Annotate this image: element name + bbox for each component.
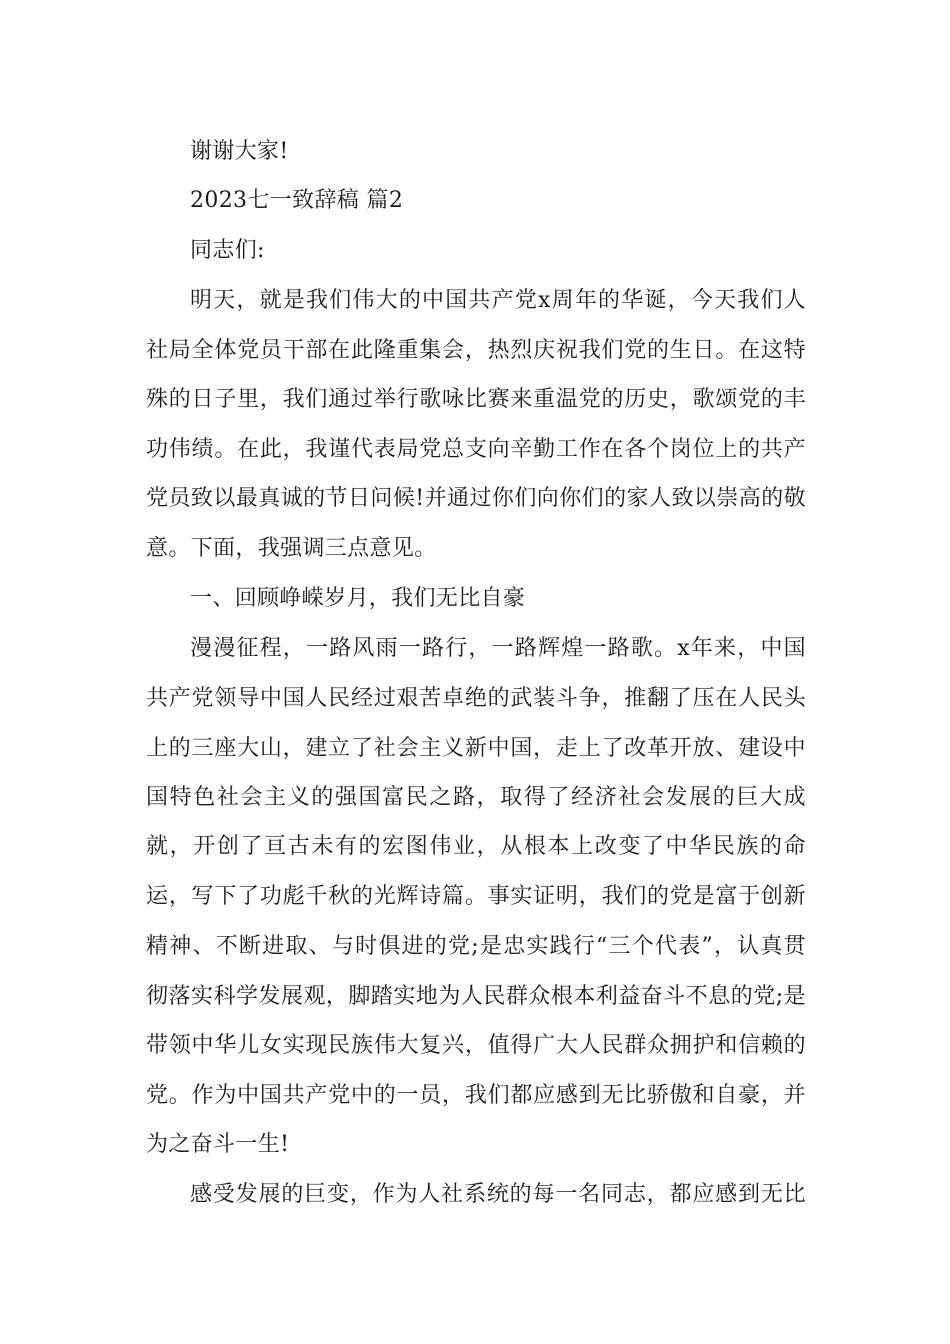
paragraph-2-line-4: 国特色社会主义的强国富民之路，取得了经济社会发展的巨大成	[146, 785, 806, 810]
paragraph-2-line-11: 为之奋斗一生!	[146, 1132, 290, 1157]
paragraph-2-line-2: 共产党领导中国人民经过艰苦卓绝的武装斗争，推翻了压在人民头	[146, 686, 806, 711]
paragraph-1-line-1: 明天，就是我们伟大的中国共产党x周年的华诞，今天我们人	[190, 288, 806, 313]
closing-line: 谢谢大家!	[190, 139, 289, 164]
paragraph-2-line-7: 精神、不断进取、与时俱进的党;是忠实践行“三个代表”，认真贯	[146, 934, 806, 959]
paragraph-2-line-10: 党。作为中国共产党中的一员，我们都应感到无比骄傲和自豪，并	[146, 1083, 806, 1108]
section-heading: 2023七一致辞稿 篇2	[190, 188, 404, 213]
paragraph-1-line-5: 党员致以最真诚的节日问候!并通过你们向你们的家人致以崇高的敬	[146, 486, 806, 511]
paragraph-1-line-3: 殊的日子里，我们通过举行歌咏比赛来重温党的历史，歌颂党的丰	[146, 387, 806, 412]
paragraph-1-line-6: 意。下面，我强调三点意见。	[146, 536, 437, 561]
paragraph-2-line-8: 彻落实科学发展观，脚踏实地为人民群众根本利益奋斗不息的党;是	[146, 984, 806, 1009]
paragraph-2-line-9: 带领中华儿女实现民族伟大复兴，值得广大人民群众拥护和信赖的	[146, 1033, 806, 1058]
paragraph-2-line-5: 就，开创了亘古未有的宏图伟业，从根本上改变了中华民族的命	[146, 834, 806, 859]
paragraph-1-line-4: 功伟绩。在此，我谨代表局党总支向辛勤工作在各个岗位上的共产	[146, 437, 806, 462]
paragraph-1-line-2: 社局全体党员干部在此隆重集会，热烈庆祝我们党的生日。在这特	[146, 338, 806, 363]
salutation: 同志们:	[190, 238, 265, 263]
paragraph-3-line-1: 感受发展的巨变，作为人社系统的每一名同志，都应感到无比	[190, 1182, 806, 1207]
paragraph-2-line-3: 上的三座大山，建立了社会主义新中国，走上了改革开放、建设中	[146, 736, 806, 761]
paragraph-2-line-6: 运，写下了功彪千秋的光辉诗篇。事实证明，我们的党是富于创新	[146, 884, 806, 909]
paragraph-2-line-1: 漫漫征程，一路风雨一路行，一路辉煌一路歌。x年来，中国	[190, 636, 806, 661]
subheading-1: 一、回顾峥嵘岁月，我们无比自豪	[190, 586, 526, 611]
